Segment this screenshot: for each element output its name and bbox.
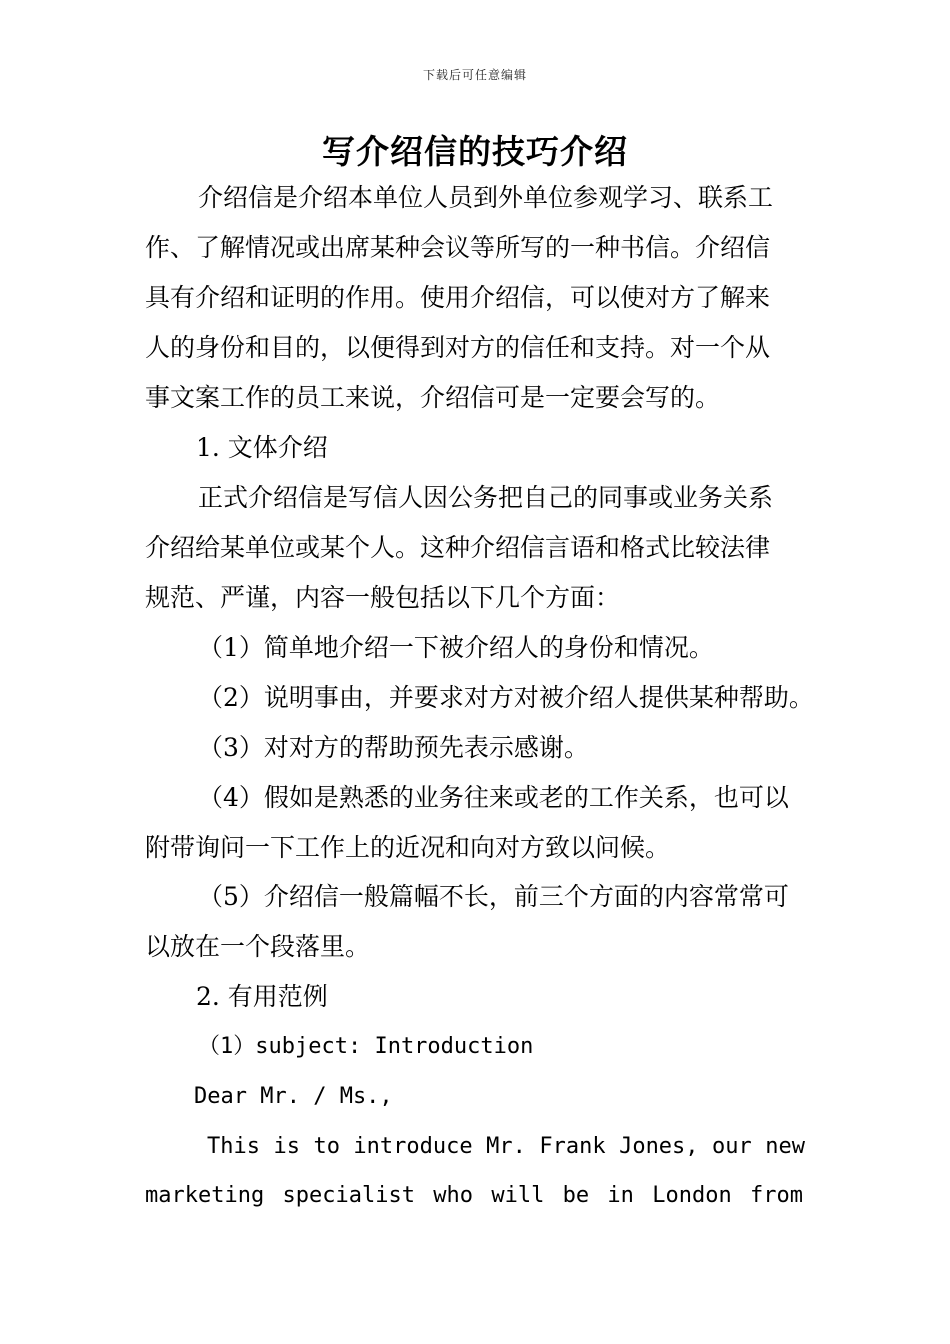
example-body-line: marketing specialist who will be in London from xyxy=(145,1183,803,1208)
body-line: 人的身份和目的，以便得到对方的信任和支持。对一个从 xyxy=(145,333,771,362)
body-line: 正式介绍信是写信人因公务把自己的同事或业务关系 xyxy=(198,483,774,512)
list-item: （2）说明事由，并要求对方对被介绍人提供某种帮助。 xyxy=(198,683,814,712)
list-item: （3）对对方的帮助预先表示感谢。 xyxy=(198,733,589,762)
list-item-continuation: 以放在一个段落里。 xyxy=(145,932,371,961)
example-subject: （1）subject: Introduction xyxy=(198,1034,534,1059)
body-line: 规范、严谨，内容一般包括以下几个方面： xyxy=(145,583,621,612)
body-line: 事文案工作的员工来说，介绍信可是一定要会写的。 xyxy=(145,383,721,412)
list-item: （1）简单地介绍一下被介绍人的身份和情况。 xyxy=(198,633,714,662)
section-heading: 2. 有用范例 xyxy=(196,982,328,1011)
body-line: 介绍信是介绍本单位人员到外单位参观学习、联系工 xyxy=(198,183,774,212)
body-line: 具有介绍和证明的作用。使用介绍信，可以使对方了解来 xyxy=(145,283,771,312)
body-line: 介绍给某单位或某个人。这种介绍信言语和格式比较法律 xyxy=(145,533,771,562)
example-salutation: Dear Mr. / Ms., xyxy=(194,1084,393,1109)
list-item: （5）介绍信一般篇幅不长，前三个方面的内容常常可 xyxy=(198,882,789,911)
body-line: 作、了解情况或出席某种会议等所写的一种书信。介绍信 xyxy=(145,233,771,262)
list-item-continuation: 附带询问一下工作上的近况和向对方致以问候。 xyxy=(145,833,671,862)
section-heading: 1. 文体介绍 xyxy=(196,433,328,462)
list-item: （4）假如是熟悉的业务往来或老的工作关系，也可以 xyxy=(198,783,789,812)
page-header: 下载后可任意编辑 xyxy=(422,68,527,82)
page-title: 写介绍信的技巧介绍 xyxy=(322,132,628,171)
example-body-line: This is to introduce Mr. Frank Jones, our new xyxy=(207,1134,805,1159)
